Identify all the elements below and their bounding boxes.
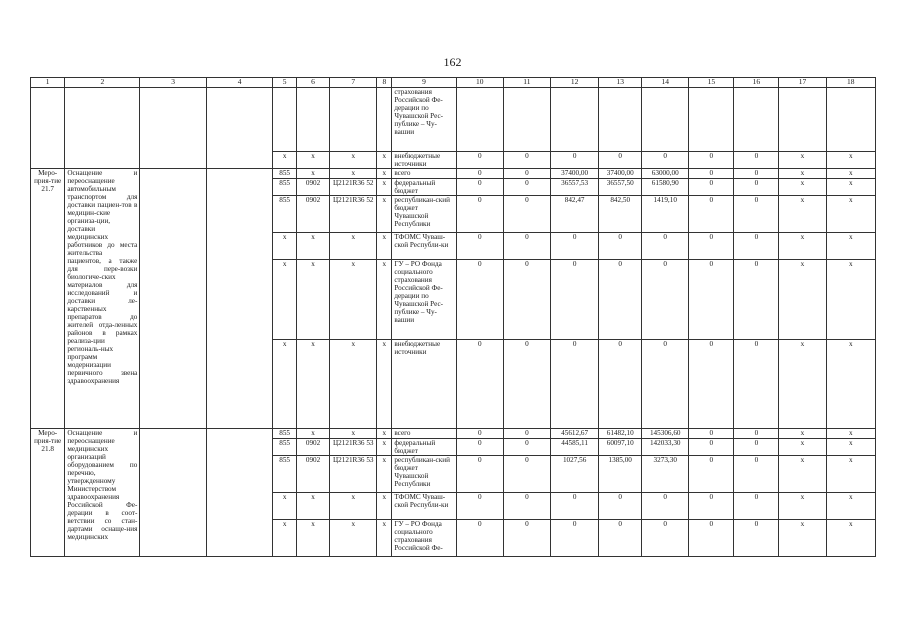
cell-c10: 0 — [456, 233, 503, 260]
cell-c5: 855 — [273, 429, 297, 439]
cell-c6: 0902 — [296, 456, 329, 493]
cell-c10: 0 — [456, 439, 503, 456]
cell-c14: 0 — [642, 493, 689, 520]
cell-c5: x — [273, 340, 297, 429]
cell-c6: 0902 — [296, 179, 329, 196]
activity-description: Оснащение и переоснащение медицинских организаций оборудованием по перечню, утвержденному Министерством здравоохранения Российской Фе-дерации в соот-ветствии со стан-дартами оснаще-ния медицинских — [65, 429, 140, 557]
cell-c16: 0 — [734, 439, 779, 456]
cell-c16: 0 — [734, 152, 779, 169]
column-header-15: 15 — [689, 78, 734, 88]
funding-source-cell: ТФОМС Чуваш-ской Республи-ки — [392, 233, 456, 260]
cell-c11: 0 — [503, 179, 550, 196]
cell-c5: 855 — [273, 196, 297, 233]
cell-c7: Ц2121R36 52 — [330, 196, 377, 233]
cell-c7: Ц2121R36 53 — [330, 439, 377, 456]
cell-c18: x — [826, 260, 875, 340]
cell-c6: x — [296, 260, 329, 340]
cell-c18: x — [826, 429, 875, 439]
cell-c17: x — [779, 340, 826, 429]
cell-c16: 0 — [734, 429, 779, 439]
cell-c14: 1419,10 — [642, 196, 689, 233]
cell-c6: x — [296, 152, 329, 169]
cell-c7: x — [330, 340, 377, 429]
column-header-2: 2 — [65, 78, 140, 88]
cell-c12: 0 — [551, 233, 599, 260]
budget-table — [30, 77, 876, 557]
cell-c12: 842,47 — [551, 196, 599, 233]
cell-c8 — [377, 88, 392, 152]
cell-c8: x — [377, 152, 392, 169]
cell-c11: 0 — [503, 456, 550, 493]
cell-c11: 0 — [503, 196, 550, 233]
col-3-cell — [140, 88, 206, 169]
activity-label — [31, 88, 65, 169]
column-header-9: 9 — [392, 78, 456, 88]
cell-c11: 0 — [503, 429, 550, 439]
cell-c7: x — [330, 233, 377, 260]
funding-source-cell: ГУ – РО Фонда социального страхования Российской Фе-дерации по Чувашской Рес-публике – Чу-вашии — [392, 260, 456, 340]
cell-c12: 0 — [551, 493, 599, 520]
cell-c12: 0 — [551, 260, 599, 340]
table-row — [31, 169, 876, 179]
cell-c11: 0 — [503, 439, 550, 456]
cell-c13 — [599, 88, 642, 152]
cell-c5: x — [273, 260, 297, 340]
cell-c14: 0 — [642, 233, 689, 260]
cell-c14 — [642, 88, 689, 152]
cell-c8: x — [377, 456, 392, 493]
cell-c15: 0 — [689, 169, 734, 179]
cell-c18: x — [826, 233, 875, 260]
cell-c15: 0 — [689, 179, 734, 196]
cell-c14: 0 — [642, 152, 689, 169]
cell-c13: 61482,10 — [599, 429, 642, 439]
cell-c15: 0 — [689, 429, 734, 439]
activity-label: Меро-прия-тие 21.7 — [31, 169, 65, 429]
cell-c18: x — [826, 456, 875, 493]
cell-c15: 0 — [689, 152, 734, 169]
cell-c10: 0 — [456, 340, 503, 429]
cell-c16: 0 — [734, 169, 779, 179]
cell-c6: x — [296, 520, 329, 557]
cell-c8: x — [377, 429, 392, 439]
cell-c5: x — [273, 233, 297, 260]
cell-c7: x — [330, 260, 377, 340]
cell-c12: 44585,11 — [551, 439, 599, 456]
funding-source-cell: всего — [392, 429, 456, 439]
cell-c15: 0 — [689, 340, 734, 429]
cell-c7: x — [330, 152, 377, 169]
cell-c11: 0 — [503, 493, 550, 520]
cell-c16: 0 — [734, 520, 779, 557]
column-header-4: 4 — [206, 78, 272, 88]
cell-c5: x — [273, 520, 297, 557]
cell-c18: x — [826, 169, 875, 179]
activity-description — [65, 88, 140, 169]
funding-source-cell: внебюджетные источники — [392, 340, 456, 429]
cell-c7 — [330, 88, 377, 152]
cell-c10: 0 — [456, 429, 503, 439]
cell-c7: x — [330, 169, 377, 179]
column-header-11: 11 — [503, 78, 550, 88]
cell-c7: x — [330, 429, 377, 439]
cell-c12 — [551, 88, 599, 152]
table-body — [31, 88, 876, 557]
cell-c17: x — [779, 429, 826, 439]
cell-c5: 855 — [273, 169, 297, 179]
cell-c18: x — [826, 179, 875, 196]
cell-c10: 0 — [456, 152, 503, 169]
cell-c14: 142033,30 — [642, 439, 689, 456]
cell-c15 — [689, 88, 734, 152]
cell-c8: x — [377, 196, 392, 233]
cell-c17: x — [779, 260, 826, 340]
cell-c13: 842,50 — [599, 196, 642, 233]
cell-c8: x — [377, 520, 392, 557]
cell-c6: x — [296, 340, 329, 429]
cell-c12: 1027,56 — [551, 456, 599, 493]
cell-c6: x — [296, 493, 329, 520]
table-row — [31, 88, 876, 152]
cell-c16 — [734, 88, 779, 152]
column-number-row — [31, 78, 876, 88]
cell-c18: x — [826, 439, 875, 456]
cell-c10 — [456, 88, 503, 152]
cell-c18: x — [826, 520, 875, 557]
cell-c13: 0 — [599, 520, 642, 557]
cell-c8: x — [377, 260, 392, 340]
cell-c15: 0 — [689, 520, 734, 557]
funding-source-cell: республикан-ский бюджет Чувашской Республики — [392, 196, 456, 233]
cell-c15: 0 — [689, 260, 734, 340]
funding-source-cell: республикан-ский бюджет Чувашской Республики — [392, 456, 456, 493]
column-header-7: 7 — [330, 78, 377, 88]
cell-c8: x — [377, 233, 392, 260]
cell-c5: 855 — [273, 179, 297, 196]
cell-c17: x — [779, 152, 826, 169]
funding-source-cell: всего — [392, 169, 456, 179]
cell-c14: 3273,30 — [642, 456, 689, 493]
cell-c8: x — [377, 340, 392, 429]
cell-c8: x — [377, 169, 392, 179]
cell-c13: 0 — [599, 340, 642, 429]
cell-c16: 0 — [734, 493, 779, 520]
cell-c10: 0 — [456, 196, 503, 233]
cell-c10: 0 — [456, 179, 503, 196]
cell-c7: Ц2121R36 53 — [330, 456, 377, 493]
cell-c7: x — [330, 520, 377, 557]
cell-c13: 0 — [599, 233, 642, 260]
cell-c10: 0 — [456, 520, 503, 557]
cell-c16: 0 — [734, 196, 779, 233]
cell-c13: 60097,10 — [599, 439, 642, 456]
cell-c5: x — [273, 152, 297, 169]
cell-c18: x — [826, 493, 875, 520]
cell-c17: x — [779, 456, 826, 493]
cell-c14: 61580,90 — [642, 179, 689, 196]
cell-c12: 37400,00 — [551, 169, 599, 179]
cell-c17: x — [779, 520, 826, 557]
cell-c13: 36557,50 — [599, 179, 642, 196]
column-header-12: 12 — [551, 78, 599, 88]
cell-c5 — [273, 88, 297, 152]
cell-c10: 0 — [456, 260, 503, 340]
cell-c10: 0 — [456, 493, 503, 520]
cell-c10: 0 — [456, 456, 503, 493]
column-header-17: 17 — [779, 78, 826, 88]
cell-c12: 0 — [551, 340, 599, 429]
cell-c18: x — [826, 340, 875, 429]
cell-c6: x — [296, 169, 329, 179]
cell-c11: 0 — [503, 233, 550, 260]
cell-c5: x — [273, 493, 297, 520]
cell-c16: 0 — [734, 233, 779, 260]
cell-c16: 0 — [734, 179, 779, 196]
column-header-14: 14 — [642, 78, 689, 88]
cell-c15: 0 — [689, 196, 734, 233]
funding-source-cell: внебюджетные источники — [392, 152, 456, 169]
column-header-18: 18 — [826, 78, 875, 88]
cell-c14: 0 — [642, 340, 689, 429]
cell-c17: x — [779, 169, 826, 179]
cell-c15: 0 — [689, 493, 734, 520]
funding-source-cell: страхования Российской Фе-дерации по Чувашской Рес-публике – Чу-вашии — [392, 88, 456, 152]
cell-c12: 45612,67 — [551, 429, 599, 439]
cell-c14: 0 — [642, 260, 689, 340]
cell-c7: x — [330, 493, 377, 520]
column-header-10: 10 — [456, 78, 503, 88]
cell-c13: 0 — [599, 493, 642, 520]
cell-c11: 0 — [503, 260, 550, 340]
cell-c5: 855 — [273, 456, 297, 493]
cell-c12: 36557,53 — [551, 179, 599, 196]
cell-c10: 0 — [456, 169, 503, 179]
cell-c14: 145306,60 — [642, 429, 689, 439]
cell-c11: 0 — [503, 169, 550, 179]
cell-c17: x — [779, 439, 826, 456]
column-header-8: 8 — [377, 78, 392, 88]
cell-c15: 0 — [689, 439, 734, 456]
cell-c13: 37400,00 — [599, 169, 642, 179]
cell-c11: 0 — [503, 340, 550, 429]
cell-c16: 0 — [734, 260, 779, 340]
cell-c18: x — [826, 196, 875, 233]
cell-c12: 0 — [551, 152, 599, 169]
cell-c6: 0902 — [296, 439, 329, 456]
column-header-13: 13 — [599, 78, 642, 88]
column-header-5: 5 — [273, 78, 297, 88]
col-4-cell — [206, 429, 272, 557]
cell-c8: x — [377, 439, 392, 456]
cell-c18 — [826, 88, 875, 152]
cell-c11: 0 — [503, 520, 550, 557]
table-row — [31, 429, 876, 439]
cell-c13: 0 — [599, 152, 642, 169]
col-4-cell — [206, 169, 272, 429]
col-4-cell — [206, 88, 272, 169]
cell-c11: 0 — [503, 152, 550, 169]
page-number: 162 — [443, 55, 462, 69]
cell-c13: 1385,00 — [599, 456, 642, 493]
cell-c5: 855 — [273, 439, 297, 456]
cell-c6 — [296, 88, 329, 152]
activity-description: Оснащение и переоснащение автомобильным транспортом для доставки пациен-тов в медицин-ские организа-ции, доставки медицинских работников до места жительства пациентов, а также для пере-возки биологиче-ских материалов для исследований и доставки ле-карственных препаратов до жителей отда-ленных районов в рамках реализа-ции региональ-ных программ модернизации первичного звена здравоохранения — [65, 169, 140, 429]
cell-c17: x — [779, 493, 826, 520]
cell-c14: 63000,00 — [642, 169, 689, 179]
cell-c11 — [503, 88, 550, 152]
cell-c17: x — [779, 196, 826, 233]
cell-c6: 0902 — [296, 196, 329, 233]
column-header-6: 6 — [296, 78, 329, 88]
cell-c8: x — [377, 493, 392, 520]
cell-c6: x — [296, 233, 329, 260]
cell-c14: 0 — [642, 520, 689, 557]
cell-c15: 0 — [689, 456, 734, 493]
column-header-1: 1 — [31, 78, 65, 88]
cell-c15: 0 — [689, 233, 734, 260]
col-3-cell — [140, 429, 206, 557]
cell-c8: x — [377, 179, 392, 196]
cell-c18: x — [826, 152, 875, 169]
col-3-cell — [140, 169, 206, 429]
funding-source-cell: федеральный бюджет — [392, 439, 456, 456]
cell-c7: Ц2121R36 52 — [330, 179, 377, 196]
activity-label: Меро-прия-тие 21.8 — [31, 429, 65, 557]
cell-c16: 0 — [734, 340, 779, 429]
funding-source-cell: ТФОМС Чуваш-ской Республи-ки — [392, 493, 456, 520]
cell-c17: x — [779, 233, 826, 260]
funding-source-cell: ГУ – РО Фонда социального страхования Российской Фе- — [392, 520, 456, 557]
funding-source-cell: федеральный бюджет — [392, 179, 456, 196]
cell-c12: 0 — [551, 520, 599, 557]
column-header-16: 16 — [734, 78, 779, 88]
cell-c16: 0 — [734, 456, 779, 493]
column-header-3: 3 — [140, 78, 206, 88]
cell-c13: 0 — [599, 260, 642, 340]
cell-c17: x — [779, 179, 826, 196]
cell-c6: x — [296, 429, 329, 439]
cell-c17 — [779, 88, 826, 152]
